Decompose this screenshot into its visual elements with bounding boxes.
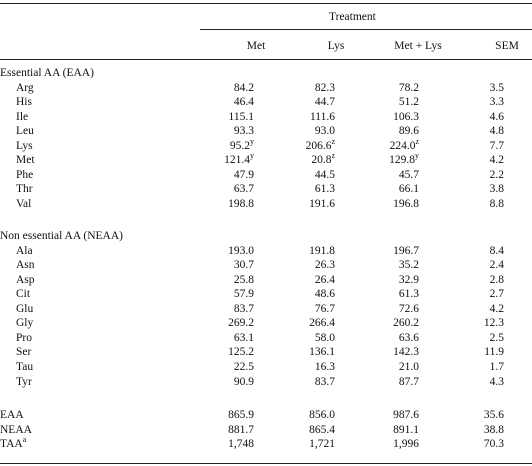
value-sem — [440, 244, 504, 258]
value-met — [190, 244, 254, 258]
section-title: Essential AA (EAA) — [0, 67, 94, 79]
row-label: Thr — [16, 183, 33, 196]
value-met-lys — [355, 182, 419, 196]
value-lys — [271, 95, 335, 109]
value-text: 63.6 — [398, 331, 419, 344]
value-lys — [271, 124, 335, 138]
value-text: 3.8 — [489, 183, 504, 196]
value-text: 881.7 — [228, 423, 254, 436]
total-label — [0, 437, 26, 451]
value-text: 16.3 — [314, 360, 335, 373]
value-met-lys — [355, 423, 419, 437]
row-label: Pro — [16, 331, 32, 344]
value-sem — [440, 110, 504, 124]
column-header-sem: SEM — [495, 40, 519, 52]
value-met — [190, 375, 254, 389]
value-text: 7.7 — [489, 139, 504, 152]
value-sem — [440, 95, 504, 109]
value-text: 26.3 — [314, 259, 335, 272]
value-sem — [440, 423, 504, 437]
value-sem — [440, 124, 504, 138]
treatment-underline — [200, 29, 532, 30]
value-lys — [271, 375, 335, 389]
value-text: 61.3 — [398, 288, 419, 301]
value-text: 1,721 — [309, 438, 335, 451]
section-title: Non essential AA (NEAA) — [0, 230, 123, 242]
value-text: 25.8 — [233, 273, 254, 286]
total-name: NEAA — [0, 423, 32, 436]
value-text: 35.6 — [483, 409, 504, 421]
value-text: 89.6 — [398, 125, 419, 138]
value-met-lys — [355, 375, 419, 389]
value-met-lys — [355, 331, 419, 345]
value-lys — [271, 168, 335, 182]
value-text: 63.1 — [233, 331, 254, 344]
value-text: 70.3 — [483, 438, 504, 451]
significance-superscript: z — [415, 136, 419, 146]
value-text: 44.5 — [314, 168, 335, 181]
value-lys — [271, 273, 335, 287]
value-lys — [271, 360, 335, 374]
value-sem — [440, 302, 504, 316]
row-label: Asn — [16, 259, 35, 272]
footnote-superscript: a — [22, 435, 27, 445]
value-text: 95.2 — [229, 139, 250, 152]
value-met — [190, 81, 254, 95]
value-met-lys — [355, 287, 419, 301]
value-met — [190, 331, 254, 345]
value-text: 38.8 — [483, 423, 504, 436]
value-text: 8.8 — [489, 197, 504, 210]
value-lys — [271, 244, 335, 258]
value-sem — [440, 437, 504, 451]
value-met — [190, 423, 254, 437]
value-text: 2.7 — [489, 288, 504, 301]
value-lys — [271, 136, 335, 153]
value-met-lys — [355, 136, 419, 153]
value-met — [190, 168, 254, 182]
value-text: 83.7 — [314, 375, 335, 388]
value-text: 206.6 — [305, 139, 332, 152]
value-met — [190, 136, 254, 153]
value-text: 1,996 — [393, 438, 419, 451]
value-met — [190, 302, 254, 316]
value-met — [190, 316, 254, 330]
value-text: 20.8 — [311, 154, 332, 167]
row-label: Ser — [16, 346, 32, 359]
value-lys — [271, 110, 335, 124]
value-text: 106.3 — [393, 110, 419, 123]
value-sem — [440, 360, 504, 374]
value-met — [190, 345, 254, 359]
value-text: 266.4 — [309, 317, 335, 330]
value-lys — [271, 287, 335, 301]
significance-superscript: y — [415, 151, 419, 161]
value-text: 198.8 — [228, 197, 254, 210]
value-text: 46.4 — [233, 96, 254, 109]
row-label: Phe — [16, 168, 34, 181]
value-sem — [440, 139, 504, 153]
value-text: 72.6 — [398, 302, 419, 315]
value-met — [190, 197, 254, 211]
value-sem — [440, 197, 504, 211]
value-text: 3.3 — [489, 96, 504, 109]
value-text: 87.7 — [398, 375, 419, 388]
row-label: His — [16, 96, 32, 109]
value-met-lys — [355, 168, 419, 182]
value-lys — [271, 423, 335, 437]
value-met-lys — [355, 258, 419, 272]
value-text: 193.0 — [228, 244, 254, 257]
value-text: 142.3 — [393, 346, 419, 359]
value-met-lys — [355, 95, 419, 109]
value-lys — [271, 345, 335, 359]
value-text: 121.4 — [224, 154, 250, 167]
value-text: 84.2 — [233, 81, 254, 94]
value-sem — [440, 408, 504, 422]
table-top-rule — [0, 3, 532, 4]
row-label: Arg — [16, 81, 34, 94]
value-met-lys — [355, 197, 419, 211]
value-text: 47.9 — [233, 168, 254, 181]
value-met — [190, 408, 254, 422]
value-sem — [440, 81, 504, 95]
value-text: 260.2 — [393, 317, 419, 330]
value-text: 32.9 — [398, 273, 419, 286]
value-lys — [271, 437, 335, 451]
value-text: 125.2 — [228, 346, 254, 359]
significance-superscript: y — [250, 136, 254, 146]
value-text: 2.4 — [489, 259, 504, 272]
value-text: 26.4 — [314, 273, 335, 286]
value-met-lys — [355, 273, 419, 287]
value-text: 44.7 — [314, 96, 335, 109]
significance-superscript: z — [331, 151, 335, 161]
value-met-lys — [355, 345, 419, 359]
value-text: 111.6 — [309, 110, 335, 123]
row-label: Asp — [16, 273, 35, 286]
value-met-lys — [355, 408, 419, 422]
value-met-lys — [355, 124, 419, 138]
value-lys — [271, 331, 335, 345]
row-label: Tyr — [16, 375, 32, 388]
value-text: 21.0 — [398, 360, 419, 373]
value-met — [190, 153, 254, 167]
value-met-lys — [355, 437, 419, 451]
value-text: 93.0 — [314, 125, 335, 138]
value-met-lys — [355, 110, 419, 124]
value-text: 129.8 — [389, 154, 415, 167]
value-text: 48.6 — [314, 288, 335, 301]
value-text: 865.9 — [228, 409, 254, 421]
value-text: 4.2 — [489, 154, 504, 167]
row-label: Ala — [16, 244, 33, 257]
value-text: 987.6 — [393, 409, 419, 421]
value-text: 136.1 — [309, 346, 335, 359]
value-text: 11.9 — [484, 346, 504, 359]
value-text: 12.3 — [483, 317, 504, 330]
value-text: 35.2 — [398, 259, 419, 272]
value-text: 2.5 — [489, 331, 504, 344]
value-lys — [271, 81, 335, 95]
row-label: Glu — [16, 302, 34, 315]
value-text: 78.2 — [398, 81, 419, 94]
total-name: EAA — [0, 409, 24, 421]
value-sem — [440, 287, 504, 301]
significance-superscript: z — [331, 136, 335, 146]
value-met-lys — [355, 81, 419, 95]
value-met — [190, 360, 254, 374]
value-lys — [271, 258, 335, 272]
value-sem — [440, 153, 504, 167]
value-met — [190, 182, 254, 196]
value-met — [190, 258, 254, 272]
value-met — [190, 95, 254, 109]
row-label: Met — [16, 154, 35, 167]
value-sem — [440, 273, 504, 287]
total-label — [0, 423, 32, 437]
row-label: Gly — [16, 317, 34, 330]
value-text: 61.3 — [314, 183, 335, 196]
value-lys — [271, 302, 335, 316]
value-text: 58.0 — [314, 331, 335, 344]
value-lys — [271, 197, 335, 211]
value-met-lys — [355, 244, 419, 258]
value-text: 45.7 — [398, 168, 419, 181]
value-text: 63.7 — [233, 183, 254, 196]
value-met — [190, 437, 254, 451]
value-met — [190, 124, 254, 138]
value-text: 66.1 — [398, 183, 419, 196]
column-header-lys: Lys — [327, 40, 345, 52]
value-text: 191.8 — [309, 244, 335, 257]
value-text: 90.9 — [233, 375, 254, 388]
value-text: 4.2 — [489, 302, 504, 315]
value-sem — [440, 168, 504, 182]
value-met-lys — [355, 153, 419, 167]
row-label: Ile — [16, 110, 29, 123]
value-met — [190, 287, 254, 301]
value-text: 22.5 — [233, 360, 254, 373]
value-lys — [271, 153, 335, 167]
row-label: Lys — [16, 139, 33, 152]
value-text: 115.1 — [228, 110, 254, 123]
header-bottom-rule — [0, 59, 532, 60]
value-sem — [440, 331, 504, 345]
significance-superscript: y — [250, 151, 254, 161]
value-text: 191.6 — [309, 197, 335, 210]
value-text: 8.4 — [489, 244, 504, 257]
value-met-lys — [355, 360, 419, 374]
value-text: 76.7 — [314, 302, 335, 315]
value-text: 83.7 — [233, 302, 254, 315]
value-text: 2.8 — [489, 273, 504, 286]
value-sem — [440, 375, 504, 389]
value-text: 4.6 — [489, 110, 504, 123]
value-text: 4.8 — [489, 125, 504, 138]
value-text: 891.1 — [393, 423, 419, 436]
table-bottom-rule — [0, 463, 532, 464]
value-text: 1.7 — [489, 360, 504, 373]
row-label: Tau — [16, 360, 34, 373]
value-text: 51.2 — [398, 96, 419, 109]
value-met-lys — [355, 316, 419, 330]
value-text: 57.9 — [233, 288, 254, 301]
value-lys — [271, 182, 335, 196]
value-met — [190, 110, 254, 124]
value-text: 3.5 — [489, 81, 504, 94]
value-sem — [440, 345, 504, 359]
value-lys — [271, 408, 335, 422]
row-label: Leu — [16, 125, 34, 138]
value-text: 196.8 — [393, 197, 419, 210]
value-met — [190, 273, 254, 287]
value-text: 196.7 — [393, 244, 419, 257]
column-header-met: Met — [246, 40, 266, 52]
value-text: 224.0 — [389, 139, 416, 152]
row-label: Cit — [16, 288, 31, 301]
total-name: TAA — [0, 438, 23, 451]
value-sem — [440, 316, 504, 330]
treatment-header: Treatment — [329, 11, 376, 23]
value-text: 4.3 — [489, 375, 504, 388]
value-lys — [271, 316, 335, 330]
total-label — [0, 408, 24, 422]
value-text: 269.2 — [228, 317, 254, 330]
value-text: 865.4 — [309, 423, 335, 436]
value-text: 856.0 — [309, 409, 335, 421]
value-text: 2.2 — [489, 168, 504, 181]
value-text: 1,748 — [228, 438, 254, 451]
value-sem — [440, 182, 504, 196]
value-text: 30.7 — [233, 259, 254, 272]
value-sem — [440, 258, 504, 272]
value-text: 82.3 — [314, 81, 335, 94]
value-met-lys — [355, 302, 419, 316]
column-header-met-lys: Met + Lys — [394, 40, 442, 52]
row-label: Val — [16, 197, 32, 210]
value-text: 93.3 — [233, 125, 254, 138]
